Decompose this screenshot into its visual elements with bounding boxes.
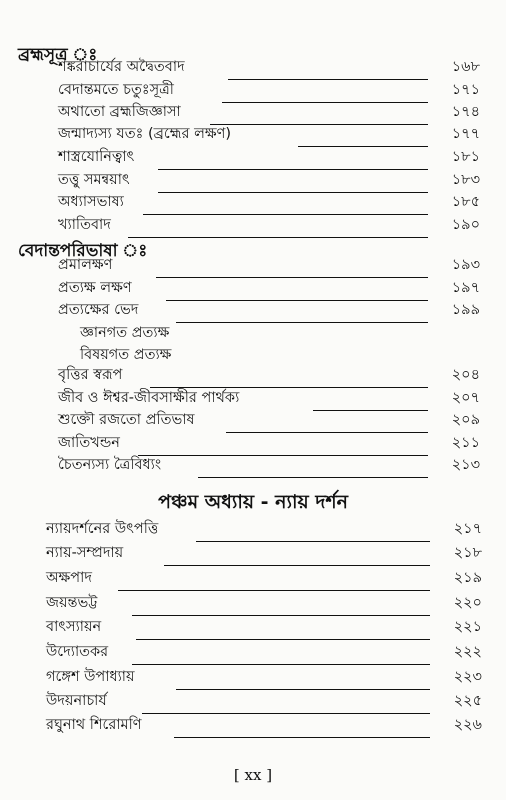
toc-entry-page: ১৯৩ [451, 257, 480, 273]
toc-entry-page: ১৮৫ [451, 194, 480, 210]
toc-entry [46, 645, 482, 667]
toc-entry [46, 522, 482, 544]
chapter-heading: পঞ্চম অধ্যায় - ন্যায় দর্শন [158, 491, 348, 513]
toc-entry [58, 458, 480, 480]
toc-entry-page: ২১১ [451, 435, 480, 451]
toc-entry-label: অধ্যাসভাষ্য [58, 194, 124, 210]
toc-entry-label: রঘুনাথ শিরোমণি [46, 717, 142, 733]
toc-entry-page: ২০৪ [451, 367, 480, 383]
toc-entry-label: জাতিখন্ডন [58, 435, 120, 451]
toc-entry-page: ২২৫ [453, 693, 482, 709]
toc-entry-page: ২২২ [453, 644, 482, 660]
toc-entry-page: ১৮৩ [451, 172, 480, 188]
section-heading-vedanta-paribhasha: বেদান্তপরিভাষা ঃ [18, 241, 148, 261]
toc-entry-label: অথাতো ব্রহ্মজিজ্ঞাসা [58, 104, 181, 120]
page-number: [ xx ] [233, 766, 273, 784]
toc-entry-label: বাৎস্যায়ন [46, 619, 102, 635]
toc-entry-label: প্রত্যক্ষ লক্ষণ [58, 280, 132, 296]
toc-entry-label: চৈতন্যস্য ত্রৈবিধ্যং [58, 457, 162, 473]
toc-entry [58, 195, 480, 217]
toc-entry-label: উদয়নাচার্য [46, 693, 107, 709]
toc-entry [46, 694, 482, 716]
toc-entry [46, 596, 482, 618]
toc-entry-label: জন্মাদ্যস্য যতঃ (ব্রহ্মের লক্ষণ) [58, 126, 232, 142]
toc-entry-label: প্রত্যক্ষের ভেদ [58, 302, 139, 318]
toc-entry-label: গঙ্গেশ উপাধ্যায় [46, 669, 135, 685]
toc-entry-page: ২২১ [453, 619, 482, 635]
toc-entry-label: বৃত্তির স্বরূপ [58, 367, 123, 383]
toc-entry-page: ২০৯ [451, 412, 480, 428]
toc-entry [46, 546, 482, 568]
toc-entry-page: ১৭৪ [451, 104, 480, 120]
toc-entry-label: উদ্যোতকর [46, 644, 109, 660]
toc-entry [46, 670, 482, 692]
toc-entry-page: ২২০ [453, 595, 482, 611]
toc-entry-page: ১৭১ [451, 82, 480, 98]
toc-entry-label: ন্যায়-সম্প্রদায় [46, 545, 124, 561]
toc-entry-label: বেদান্তমতে চতুঃসূত্রী [58, 82, 174, 98]
toc-entry-page: ১৭৭ [451, 126, 480, 142]
toc-subentry: বিষয়গত প্রত্যক্ষ [80, 347, 172, 363]
toc-entry-label: শঙ্করাচার্যের অদ্বৈতবাদ [58, 59, 185, 75]
toc-entry-page: ১৯৭ [451, 280, 480, 296]
toc-entry-page: ১৯৯ [451, 302, 480, 318]
toc-entry [58, 218, 480, 240]
toc-entry-label: খ্যাতিবাদ [58, 217, 111, 233]
toc-entry-page: ২০৭ [451, 390, 480, 406]
toc-entry [46, 718, 482, 740]
toc-entry [46, 620, 482, 642]
toc-entry-page: ১৮১ [451, 149, 480, 165]
section-heading-brahmasutra: ব্রহ্মসূত্র ঃ [18, 45, 98, 65]
toc-subentry: জ্ঞানগত প্রত্যক্ষ [80, 325, 170, 341]
toc-entry [46, 571, 482, 593]
toc-entry-label: জয়ন্তভট্ট [46, 595, 98, 611]
toc-entry-label: ন্যায়দর্শনের উৎপত্তি [46, 521, 159, 537]
toc-entry-label: তত্তু সমন্বয়াৎ [58, 172, 130, 188]
toc-entry-label: শাস্ত্রযোনিত্বাৎ [58, 149, 135, 165]
toc-entry-label: অক্ষপাদ [46, 570, 92, 586]
toc-entry-page: ২১৩ [451, 457, 480, 473]
toc-entry [58, 413, 480, 435]
toc-entry-page: ২২৬ [453, 717, 482, 733]
toc-entry-label: শুক্তৌ রজতো প্রতিভাষ [58, 412, 195, 428]
toc-entry-label: জীব ও ঈশ্বর-জীবসাক্ষীর পার্থক্য [58, 390, 240, 406]
toc-entry-page: ১৯০ [451, 217, 480, 233]
toc-entry-label: প্রমালক্ষণ [58, 257, 113, 273]
toc-entry-page: ২১৯ [453, 570, 482, 586]
toc-entry-page: ১৬৮ [451, 59, 480, 75]
toc-entry-page: ২২৩ [453, 669, 482, 685]
toc-entry-page: ২১৭ [453, 521, 482, 537]
toc-entry-page: ২১৮ [453, 545, 482, 561]
